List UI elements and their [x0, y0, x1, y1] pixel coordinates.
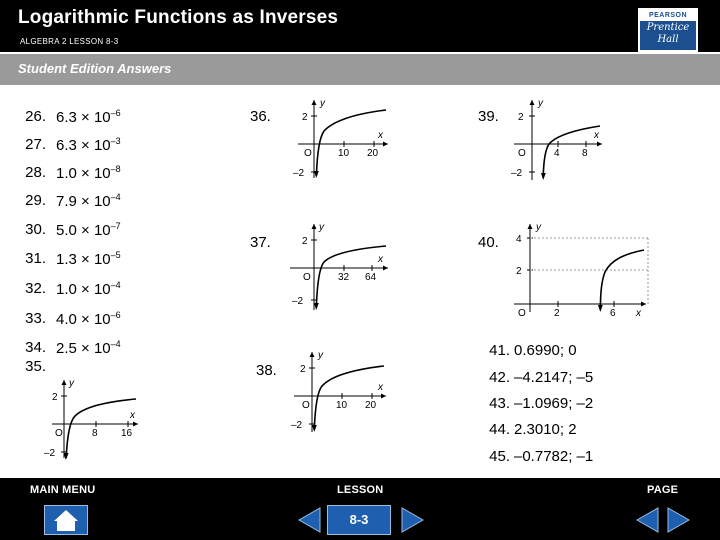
section-title: Student Edition Answers [18, 61, 172, 76]
answer-number: 28. [25, 164, 46, 181]
previous-page-icon[interactable] [634, 506, 660, 534]
curve-arrow [312, 425, 317, 432]
origin-label: O [518, 148, 526, 159]
graph-number: 39. [478, 108, 499, 125]
x-axis-label: x [378, 254, 383, 265]
x-tick-label: 10 [338, 148, 350, 159]
curve [316, 110, 386, 176]
answer-mantissa: 7.9 × 10 [56, 193, 111, 210]
main-menu-button[interactable] [44, 505, 88, 535]
answer-value [56, 108, 121, 126]
y-axis-label: y [318, 350, 323, 361]
y-tick-label: 2 [52, 392, 58, 403]
answer-value: –0.7782; –1 [514, 448, 594, 465]
answer-number: 44. [489, 421, 510, 438]
origin-label: O [303, 272, 311, 283]
answer-number: 41. [489, 342, 510, 359]
answer-mantissa: 1.0 × 10 [56, 281, 111, 298]
curve-arrow [314, 171, 319, 178]
answer-value: –4.2147; –5 [514, 369, 594, 386]
y-axis-label: y [538, 98, 543, 109]
logo-line-3: Hall [657, 34, 679, 45]
y-tick-label: –2 [44, 448, 56, 459]
home-icon [45, 506, 87, 534]
origin-label: O [518, 308, 526, 319]
y-tick-label: 2 [300, 364, 306, 375]
answer-mantissa: 1.3 × 10 [56, 251, 111, 268]
x-axis-label: x [636, 308, 641, 319]
answer-number: 33. [25, 310, 46, 327]
graph-37 [288, 222, 392, 312]
answer-number: 43. [489, 395, 510, 412]
answer-value [56, 310, 121, 328]
answer-exponent: –4 [110, 192, 121, 202]
answer-value [56, 192, 121, 210]
curve [314, 366, 384, 430]
y-tick-label: 4 [516, 234, 522, 245]
y-axis-label: y [320, 98, 325, 109]
page-label: PAGE [647, 484, 679, 496]
answer-exponent: –4 [110, 339, 121, 349]
x-axis-arrow [383, 266, 388, 271]
graph-36 [293, 98, 390, 179]
answer-number: 34. [25, 339, 46, 356]
page-title: Logarithmic Functions as Inverses [18, 7, 339, 28]
logo-line-2: Prentice [646, 22, 690, 33]
y-axis-arrow [310, 352, 315, 357]
answer-exponent: –7 [110, 221, 121, 231]
graph-number: 36. [250, 108, 271, 125]
main-menu-label: MAIN MENU [30, 484, 96, 496]
answer-value [56, 339, 121, 357]
x-axis-label: x [594, 130, 599, 141]
y-tick-label: –2 [511, 168, 523, 179]
answer-mantissa: 4.0 × 10 [56, 311, 111, 328]
footer-nav [0, 478, 720, 540]
answer-number: 30. [25, 221, 46, 238]
x-tick-label: 20 [367, 148, 379, 159]
x-axis-label: x [378, 382, 383, 393]
y-axis-arrow [62, 380, 67, 385]
y-axis-label: y [69, 378, 74, 389]
answer-mantissa: 6.3 × 10 [56, 109, 111, 126]
answer-mantissa: 6.3 × 10 [56, 137, 111, 154]
curve-arrow [541, 173, 546, 180]
origin-label: O [55, 428, 63, 439]
answer-exponent: –5 [110, 250, 121, 260]
y-axis-arrow [530, 100, 535, 105]
y-tick-label: –2 [291, 420, 303, 431]
curve [543, 126, 600, 178]
answers-content [0, 86, 720, 478]
answer-value [56, 221, 121, 239]
graph-38 [292, 350, 388, 434]
answer-number: 35. [25, 358, 46, 375]
graph-35 [44, 378, 140, 460]
curve-arrow [64, 453, 69, 460]
answer-exponent: –3 [110, 136, 121, 146]
answer-value [56, 136, 121, 154]
answer-exponent: –6 [110, 108, 121, 118]
y-tick-label: –2 [293, 168, 305, 179]
y-tick-label: 2 [516, 266, 522, 277]
x-axis-arrow [597, 142, 602, 147]
curve [600, 250, 644, 310]
answer-value: 2.3010; 2 [514, 421, 577, 438]
answer-value: –1.0969; –2 [514, 395, 594, 412]
y-tick-label: 2 [302, 112, 308, 123]
answer-mantissa: 2.5 × 10 [56, 340, 111, 357]
origin-label: O [304, 148, 312, 159]
x-tick-label: 20 [365, 400, 377, 411]
x-axis-arrow [641, 302, 646, 307]
answer-exponent: –8 [110, 164, 121, 174]
lesson-label: LESSON [337, 484, 384, 496]
x-tick-label: 16 [121, 428, 133, 439]
x-tick-label: 8 [92, 428, 98, 439]
answer-value [56, 164, 121, 182]
header-bar [0, 0, 720, 52]
y-axis-arrow [312, 224, 317, 229]
graph-number: 37. [250, 234, 271, 251]
logo-line-1: PEARSON [640, 10, 696, 21]
graph-number: 38. [256, 362, 277, 379]
x-axis-label: x [378, 130, 383, 141]
graph-40 [512, 222, 652, 319]
answer-value [56, 280, 121, 298]
publisher-logo [638, 8, 698, 52]
curve-arrow [314, 303, 319, 310]
next-lesson-icon[interactable] [400, 506, 426, 534]
graph-39 [512, 98, 606, 182]
x-axis-label: x [130, 410, 135, 421]
x-tick-label: 6 [610, 308, 616, 319]
x-tick-label: 10 [336, 400, 348, 411]
answer-number: 29. [25, 192, 46, 209]
lesson-number-button[interactable]: 8-3 [327, 505, 391, 535]
x-tick-label: 32 [338, 272, 350, 283]
y-axis-label: y [319, 222, 324, 233]
graph-number: 40. [478, 234, 499, 251]
answer-number: 26. [25, 108, 46, 125]
curve-arrow [598, 305, 603, 312]
answer-number: 42. [489, 369, 510, 386]
answer-number: 27. [25, 136, 46, 153]
answer-value: 0.6990; 0 [514, 342, 577, 359]
answer-exponent: –4 [110, 280, 121, 290]
answer-exponent: –6 [110, 310, 121, 320]
x-axis-arrow [383, 142, 388, 147]
y-axis-label: y [536, 222, 541, 233]
answer-number: 45. [489, 448, 510, 465]
page-subtitle: ALGEBRA 2 LESSON 8-3 [20, 37, 119, 46]
section-bar [0, 54, 720, 85]
previous-lesson-icon[interactable] [296, 506, 322, 534]
x-tick-label: 4 [554, 148, 560, 159]
y-axis-arrow [528, 224, 533, 229]
y-axis-arrow [312, 100, 317, 105]
answer-mantissa: 1.0 × 10 [56, 165, 111, 182]
answer-number: 31. [25, 250, 46, 267]
x-tick-label: 2 [554, 308, 560, 319]
y-tick-label: 2 [302, 236, 308, 247]
next-page-icon[interactable] [666, 506, 692, 534]
x-tick-label: 64 [365, 272, 377, 283]
x-axis-arrow [381, 394, 386, 399]
x-axis-arrow [133, 422, 138, 427]
answer-value [56, 250, 121, 268]
answer-number: 32. [25, 280, 46, 297]
x-tick-label: 8 [582, 148, 588, 159]
origin-label: O [302, 400, 310, 411]
y-tick-label: –2 [292, 296, 304, 307]
y-tick-label: 2 [518, 112, 524, 123]
answer-mantissa: 5.0 × 10 [56, 222, 111, 239]
